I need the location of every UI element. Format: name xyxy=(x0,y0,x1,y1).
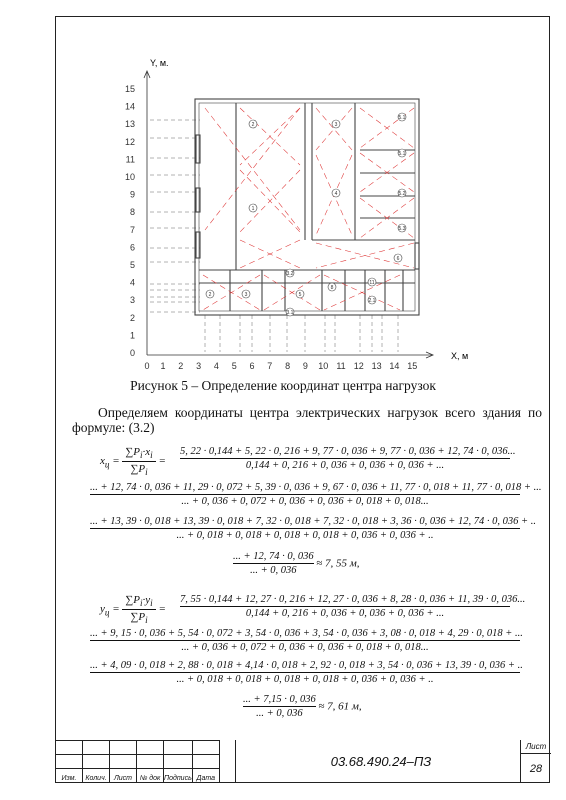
sheet-number: 28 xyxy=(529,763,543,775)
stamp-label: Колич. xyxy=(83,769,110,783)
room-marker xyxy=(398,113,406,121)
stamp-label: № док xyxy=(137,769,164,783)
x-tick-label: 14 xyxy=(389,361,400,371)
room-marker xyxy=(206,290,214,298)
room-marker xyxy=(249,204,257,212)
figure-caption: Рисунок 5 – Определение координат центра нагрузок xyxy=(130,378,436,393)
formula-x-line4-den: ... + 0, 036 xyxy=(250,565,297,576)
room-marker xyxy=(332,189,340,197)
y-tick-label: 13 xyxy=(124,119,135,130)
formula-x-line2-den: ... + 0, 036 + 0, 072 + 0, 036 + 0, 036 + 0, 018 + 0, 018... xyxy=(181,496,429,507)
svg-text:3.1: 3.1 xyxy=(286,309,294,316)
x-tick-label: 10 xyxy=(318,361,329,371)
svg-text:4: 4 xyxy=(334,190,338,197)
y-tick-label: 7 xyxy=(129,224,135,235)
x-tick-label: 2 xyxy=(178,361,184,371)
room-marker xyxy=(249,120,257,128)
document-number: 03.68.490.24–ПЗ xyxy=(235,740,526,783)
sheet-box xyxy=(520,740,551,783)
svg-text:11: 11 xyxy=(369,279,375,286)
formula-x-result: ≈ 7, 55 м, xyxy=(316,557,360,570)
x-tick-label: 3 xyxy=(196,361,202,371)
sheet-label: Лист xyxy=(521,740,551,754)
y-tick-label: 4 xyxy=(129,277,135,288)
formula-y-line3-den: ... + 0, 018 + 0, 018 + 0, 018 + 0, 018 + 0, 036 + 0, 036 + .. xyxy=(176,674,434,685)
x-tick-label: 12 xyxy=(353,361,364,371)
formula-x-line1-num: 5, 22 · 0,144 + 5, 22 · 0, 216 + 9, 77 · 0, 036 + 9, 77 · 0, 036 + 12, 74 · 0, 036... xyxy=(180,446,516,457)
svg-text:3.2: 3.2 xyxy=(286,270,294,277)
formula-y-line1-num: 7, 55 · 0,144 + 12, 27 · 0, 216 + 12, 27 · 0, 036 + 8, 28 · 0, 036 + 11, 39 · 0, 036... xyxy=(180,594,526,605)
formula-x-line4 xyxy=(233,551,393,576)
formula-x-line4-num: ... + 12, 74 · 0, 036 xyxy=(233,551,314,562)
formula-x-line3-num: ... + 13, 39 · 0, 018 + 13, 39 · 0, 018 + 7, 32 · 0, 018 + 7, 32 · 0, 018 + 3, 36 · 0, 036 + 12, 74 · 0, 036 + .. xyxy=(90,516,536,527)
room-marker xyxy=(398,189,406,197)
stamp-label: Лист xyxy=(110,769,137,783)
formula-y-line1 xyxy=(180,594,526,619)
x-tick-label: 9 xyxy=(302,361,308,371)
light-crosses xyxy=(203,108,414,310)
x-tick-labels xyxy=(144,361,417,371)
formula-x-line1 xyxy=(180,446,516,471)
x-tick-label: 5 xyxy=(231,361,237,371)
svg-text:1: 1 xyxy=(251,205,255,212)
svg-text:2: 2 xyxy=(208,291,212,298)
formula-y-lhs-sub: ц xyxy=(104,607,110,618)
formula-x-general: $\frac{\sum P_i\cdot x_i}{\sum P_i}$ xyxy=(122,446,155,477)
y-tick-label: 9 xyxy=(129,189,135,200)
formula-y-line2-den: ... + 0, 036 + 0, 072 + 0, 036 + 0, 036 + 0, 018 + 0, 018... xyxy=(181,642,429,653)
y-tick-label: 3 xyxy=(129,295,135,306)
formula-y-line2 xyxy=(90,628,523,653)
building-walls xyxy=(195,99,419,315)
y-tick-label: 15 xyxy=(124,84,135,94)
svg-text:2.1: 2.1 xyxy=(368,297,376,304)
formula-y-line1-den: 0,144 + 0, 216 + 0, 036 + 0, 036 + 0, 036 + ... xyxy=(245,608,445,619)
formula-y-line3 xyxy=(90,660,523,685)
room-marker xyxy=(286,269,294,277)
formula-y-head: $y_ц$ = $\frac{\sum P_i\cdot y_i}{\sum P_i}$ = xyxy=(100,594,166,626)
y-tick-label: 0 xyxy=(129,348,135,358)
formula-y-line3-num: ... + 4, 09 · 0, 018 + 2, 88 · 0, 018 + 4,14 · 0, 018 + 2, 92 · 0, 018 + 3, 54 · 0, 036 + 13, 39 · 0, 036 + .. xyxy=(90,660,523,671)
x-tick-label: 13 xyxy=(371,361,382,371)
svg-text:6: 6 xyxy=(396,255,400,262)
room-marker xyxy=(242,290,250,298)
y-tick-label: 1 xyxy=(129,330,135,341)
svg-text:2: 2 xyxy=(251,121,255,128)
coordinate-dashes xyxy=(150,120,398,352)
formula-y-sum-num2: ·y xyxy=(142,594,151,606)
x-tick-label: 7 xyxy=(267,361,273,371)
origin-label: 0 xyxy=(144,361,150,371)
formula-x-lhs: x xyxy=(100,455,105,468)
stamp-label: Дата xyxy=(192,769,219,783)
room-marker xyxy=(394,254,402,262)
formula-x-line2-num: ... + 12, 74 · 0, 036 + 11, 29 · 0, 072 + 5, 39 · 0, 036 + 9, 67 · 0, 036 + 11, 77 · 0, 018 + 11, 77 · 0, 018 + ... xyxy=(90,482,542,493)
x-tick-label: 15 xyxy=(407,361,418,371)
svg-text:5.2: 5.2 xyxy=(398,190,406,197)
formula-y-line4 xyxy=(243,694,403,719)
formula-x-sum-num: ∑P xyxy=(125,446,140,458)
stamp-label: Подпись xyxy=(164,769,193,783)
formula-y-line4-den: ... + 0, 036 xyxy=(256,708,303,719)
y-tick-label: 12 xyxy=(124,136,135,147)
svg-text:5.1: 5.1 xyxy=(398,150,406,157)
formula-y-sum-den: ∑P xyxy=(130,611,146,624)
y-axis-label: Y, м. xyxy=(150,58,169,68)
svg-text:5.3: 5.3 xyxy=(398,225,406,232)
svg-text:5: 5 xyxy=(298,291,302,298)
formula-y-lhs: y xyxy=(100,603,105,616)
formula-x-sum-num2: ·x xyxy=(142,446,151,458)
y-tick-label: 14 xyxy=(124,101,135,112)
room-marker xyxy=(296,290,304,298)
room-marker xyxy=(332,120,340,128)
room-marker xyxy=(368,296,376,304)
formula-x-lhs-sub: ц xyxy=(104,459,110,470)
title-block xyxy=(55,740,550,783)
formula-y-line2-num: ... + 9, 15 · 0, 036 + 5, 54 · 0, 072 + 3, 54 · 0, 036 + 3, 54 · 0, 036 + 3, 08 · 0, 018 + 4, 29 · 0, 018 + ... xyxy=(90,628,523,639)
svg-text:8: 8 xyxy=(330,284,334,291)
room-marker xyxy=(368,278,376,286)
stamp-label: Изм. xyxy=(56,769,83,783)
x-axis-label: X, м xyxy=(451,351,469,361)
floor-plan-figure xyxy=(0,0,566,380)
y-tick-label: 8 xyxy=(129,207,135,218)
revision-table xyxy=(55,740,220,783)
svg-text:3: 3 xyxy=(244,291,248,298)
y-tick-label: 2 xyxy=(129,312,135,323)
room-marker xyxy=(398,224,406,232)
formula-y-result: ≈ 7, 61 м, xyxy=(318,700,362,713)
formula-y-line4-num: ... + 7,15 · 0, 036 xyxy=(243,694,316,705)
intro-paragraph: Определяем координаты центра электрических нагрузок всего здания по формуле: (3.2) xyxy=(72,405,542,435)
svg-text:5.1: 5.1 xyxy=(398,114,406,121)
x-tick-label: 4 xyxy=(213,361,219,371)
y-tick-labels xyxy=(125,84,135,358)
x-tick-label: 1 xyxy=(160,361,166,371)
room-marker xyxy=(328,283,336,291)
y-tick-label: 5 xyxy=(129,260,135,270)
formula-y-general: $\frac{\sum P_i\cdot y_i}{\sum P_i}$ xyxy=(122,594,155,625)
formula-x-head: $x_ц$ = $\frac{\sum P_i\cdot x_i}{\sum P_i}$ = xyxy=(100,446,166,478)
y-tick-label: 6 xyxy=(129,242,135,253)
svg-text:3: 3 xyxy=(334,121,338,128)
formula-x-line1-den: 0,144 + 0, 216 + 0, 036 + 0, 036 + 0, 036 + ... xyxy=(245,460,445,471)
y-tick-label: 11 xyxy=(125,154,135,165)
formula-y-sum-num: ∑P xyxy=(125,594,140,606)
formula-x-line2 xyxy=(90,482,542,507)
x-tick-label: 8 xyxy=(285,361,291,371)
y-tick-label: 10 xyxy=(124,172,135,182)
room-marker xyxy=(398,149,406,157)
room-marker xyxy=(286,308,294,316)
formula-x-line3 xyxy=(90,516,536,541)
x-tick-label: 11 xyxy=(336,361,346,371)
formula-x-line3-den: ... + 0, 018 + 0, 018 + 0, 018 + 0, 018 + 0, 036 + 0, 036 + .. xyxy=(176,530,434,541)
x-tick-label: 6 xyxy=(249,361,255,371)
formula-x-sum-den: ∑P xyxy=(130,463,146,476)
